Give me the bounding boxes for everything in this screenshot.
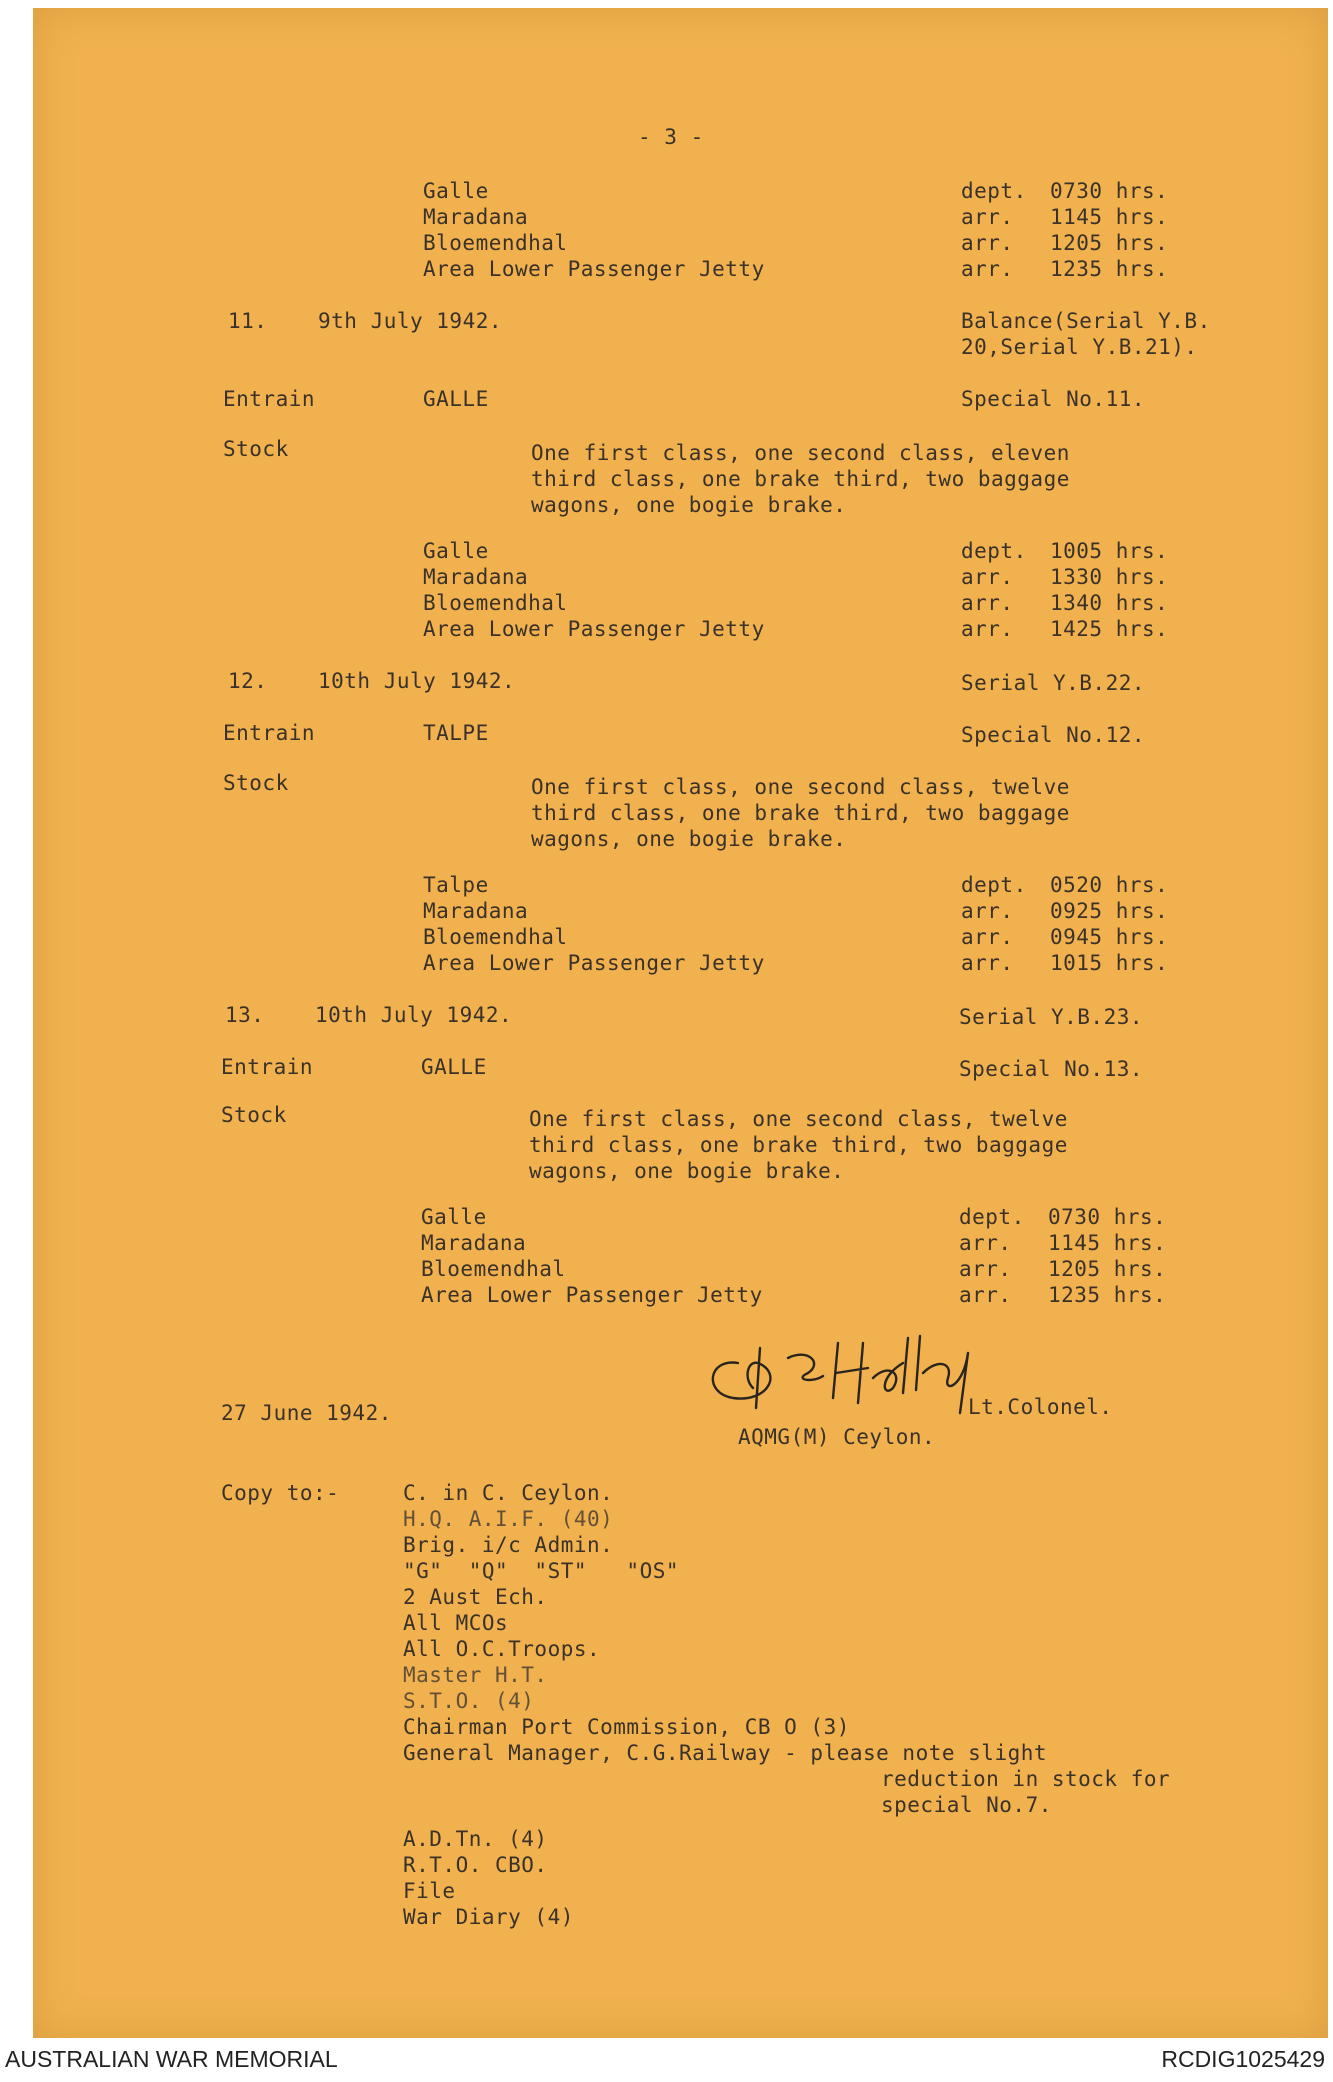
entrain-label: Entrain: [223, 721, 316, 745]
copy-line: "G" "Q" "ST" "OS": [403, 1559, 680, 1583]
entrain-label: Entrain: [223, 387, 316, 411]
action: arr.: [959, 1231, 1012, 1255]
copy-line: A.D.Tn. (4): [403, 1827, 548, 1851]
entrain-station: TALPE: [423, 721, 489, 745]
special-number: Special No.12.: [961, 723, 1146, 747]
entry-number: 12.: [228, 669, 268, 693]
entry-serial: Serial Y.B.22.: [961, 671, 1146, 695]
action: dept.: [961, 539, 1027, 563]
entry-serial-cont: 20,Serial Y.B.21).: [961, 335, 1198, 359]
time: 1340 hrs.: [1050, 591, 1169, 615]
action: arr.: [961, 231, 1014, 255]
time: 1005 hrs.: [1050, 539, 1169, 563]
entrain-label: Entrain: [221, 1055, 314, 1079]
time: 1015 hrs.: [1050, 951, 1169, 975]
stock-line: wagons, one bogie brake.: [531, 493, 847, 517]
copy-note-cont: special No.7.: [881, 1793, 1052, 1817]
stock-label: Stock: [223, 437, 289, 461]
footer-institution: AUSTRALIAN WAR MEMORIAL: [5, 2046, 338, 2072]
stock-line: third class, one brake third, two baggage: [531, 801, 1070, 825]
time: 0520 hrs.: [1050, 873, 1169, 897]
action: arr.: [961, 205, 1014, 229]
time: 1330 hrs.: [1050, 565, 1169, 589]
copy-line: Chairman Port Commission, CB O (3): [403, 1715, 850, 1739]
entrain-station: GALLE: [421, 1055, 487, 1079]
time: 1145 hrs.: [1050, 205, 1169, 229]
special-number: Special No.13.: [959, 1057, 1144, 1081]
copy-note-cont: reduction in stock for: [881, 1767, 1171, 1791]
action: dept.: [959, 1205, 1025, 1229]
station: Maradana: [423, 205, 529, 229]
station: Maradana: [423, 565, 529, 589]
copy-line: All O.C.Troops.: [403, 1637, 601, 1661]
entry-date: 10th July 1942.: [315, 1003, 513, 1027]
stock-label: Stock: [221, 1103, 287, 1127]
copy-line: General Manager, C.G.Railway - please note slight: [403, 1741, 1048, 1765]
copy-line: H.Q. A.I.F. (40): [403, 1507, 614, 1531]
stock-line: wagons, one bogie brake.: [529, 1159, 845, 1183]
station: Galle: [421, 1205, 487, 1229]
stock-line: One first class, one second class, twelve: [531, 775, 1070, 799]
entry-number: 11.: [228, 309, 268, 333]
time: 1145 hrs.: [1048, 1231, 1167, 1255]
copy-line: Brig. i/c Admin.: [403, 1533, 614, 1557]
document-page: [33, 8, 1328, 2038]
signoff-date: 27 June 1942.: [221, 1401, 392, 1425]
entry-serial: Serial Y.B.23.: [959, 1005, 1144, 1029]
footer-id: RCDIG1025429: [1161, 2046, 1325, 2072]
copy-line: S.T.O. (4): [403, 1689, 535, 1713]
copy-line: War Diary (4): [403, 1905, 574, 1929]
copy-line: 2 Aust Ech.: [403, 1585, 548, 1609]
station: Bloemendhal: [423, 925, 568, 949]
time: 0945 hrs.: [1050, 925, 1169, 949]
action: arr.: [961, 951, 1014, 975]
station: Area Lower Passenger Jetty: [423, 257, 765, 281]
station: Bloemendhal: [423, 231, 568, 255]
stock-line: wagons, one bogie brake.: [531, 827, 847, 851]
entrain-station: GALLE: [423, 387, 489, 411]
stock-line: third class, one brake third, two baggage: [531, 467, 1070, 491]
copy-line: C. in C. Ceylon.: [403, 1481, 614, 1505]
action: dept.: [961, 873, 1027, 897]
station: Bloemendhal: [421, 1257, 566, 1281]
signoff-appointment: AQMG(M) Ceylon.: [738, 1425, 936, 1449]
station: Area Lower Passenger Jetty: [423, 951, 765, 975]
copy-line: Master H.T.: [403, 1663, 548, 1687]
time: 0730 hrs.: [1048, 1205, 1167, 1229]
action: arr.: [961, 565, 1014, 589]
station: Maradana: [421, 1231, 527, 1255]
special-number: Special No.11.: [961, 387, 1146, 411]
entry-serial: Balance(Serial Y.B.: [961, 309, 1211, 333]
stock-line: One first class, one second class, eleven: [531, 441, 1070, 465]
copy-line: All MCOs: [403, 1611, 509, 1635]
copy-line: R.T.O. CBO.: [403, 1853, 548, 1877]
action: arr.: [961, 925, 1014, 949]
handwritten-signature: [698, 1318, 1038, 1438]
station: Area Lower Passenger Jetty: [423, 617, 765, 641]
action: arr.: [961, 257, 1014, 281]
time: 1425 hrs.: [1050, 617, 1169, 641]
station: Galle: [423, 179, 489, 203]
copy-to-label: Copy to:-: [221, 1481, 340, 1505]
entry-date: 10th July 1942.: [318, 669, 516, 693]
station: Talpe: [423, 873, 489, 897]
action: arr.: [961, 591, 1014, 615]
time: 1235 hrs.: [1048, 1283, 1167, 1307]
stock-line: third class, one brake third, two baggage: [529, 1133, 1068, 1157]
time: 1235 hrs.: [1050, 257, 1169, 281]
time: 1205 hrs.: [1050, 231, 1169, 255]
time: 0925 hrs.: [1050, 899, 1169, 923]
page-number: - 3 -: [638, 125, 704, 149]
stock-line: One first class, one second class, twelve: [529, 1107, 1068, 1131]
entry-number: 13.: [225, 1003, 265, 1027]
entry-date: 9th July 1942.: [318, 309, 503, 333]
action: arr.: [961, 899, 1014, 923]
stock-label: Stock: [223, 771, 289, 795]
action: arr.: [961, 617, 1014, 641]
time: 1205 hrs.: [1048, 1257, 1167, 1281]
action: arr.: [959, 1257, 1012, 1281]
signoff-rank: Lt.Colonel.: [968, 1395, 1113, 1419]
station: Maradana: [423, 899, 529, 923]
station: Galle: [423, 539, 489, 563]
action: arr.: [959, 1283, 1012, 1307]
station: Area Lower Passenger Jetty: [421, 1283, 763, 1307]
copy-line: File: [403, 1879, 456, 1903]
time: 0730 hrs.: [1050, 179, 1169, 203]
station: Bloemendhal: [423, 591, 568, 615]
action: dept.: [961, 179, 1027, 203]
